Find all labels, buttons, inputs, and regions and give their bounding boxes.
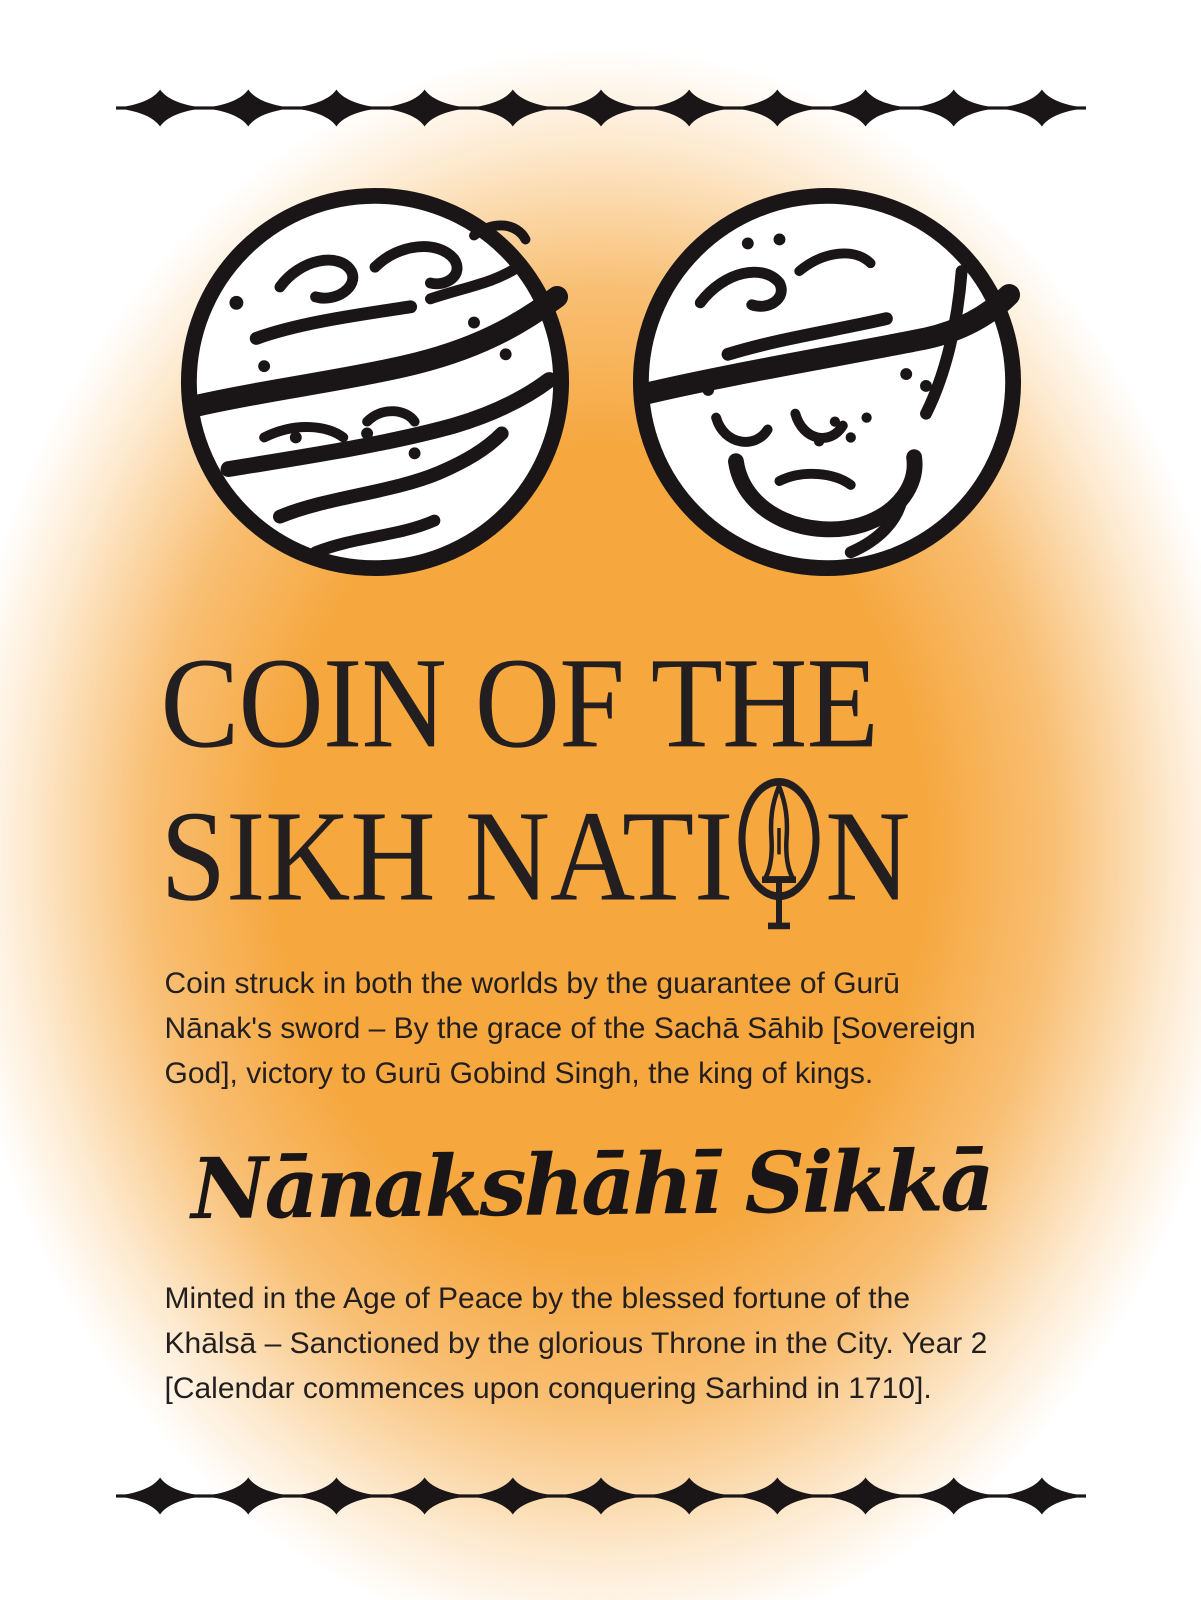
mint-paragraph (165, 1276, 1037, 1411)
title-line-2 (161, 771, 1041, 939)
mint-paragraph-line: Minted in the Age of Peace by the blessed fortune of the (164, 1282, 911, 1315)
intro-paragraph-line: Coin struck in both the worlds by the guarantee of Gurū (164, 967, 900, 1000)
intro-paragraph-line: Nānak's sword – By the grace of the Sachā Sāhib [Sovereign (164, 1012, 976, 1045)
right-coin-reverse-icon (629, 184, 1025, 580)
intro-paragraph-line: God], victory to Gurū Gobind Singh, the king of kings. (164, 1057, 874, 1090)
diamond-border-top-icon (116, 88, 1086, 128)
page-title (161, 630, 1041, 933)
title-line-2-before-o: SIKH NATI (160, 784, 734, 929)
title-line-2-after-o: N (825, 784, 911, 929)
coin-images-row (177, 184, 1025, 580)
intro-paragraph (165, 961, 1037, 1096)
mint-paragraph-line: [Calendar commences upon conquering Sarhind in 1710]. (164, 1372, 932, 1405)
title-line-1: COIN OF THE (160, 630, 879, 775)
left-coin-obverse-icon (177, 184, 573, 580)
sword-in-o-icon (735, 771, 823, 938)
script-heading-nanakshahi-sikka: Nānakshāhī Sikkā (189, 1130, 992, 1239)
diamond-border-bottom-icon (116, 1476, 1086, 1516)
mint-paragraph-line: Khālsā – Sanctioned by the glorious Throne in the City. Year 2 (164, 1327, 988, 1360)
